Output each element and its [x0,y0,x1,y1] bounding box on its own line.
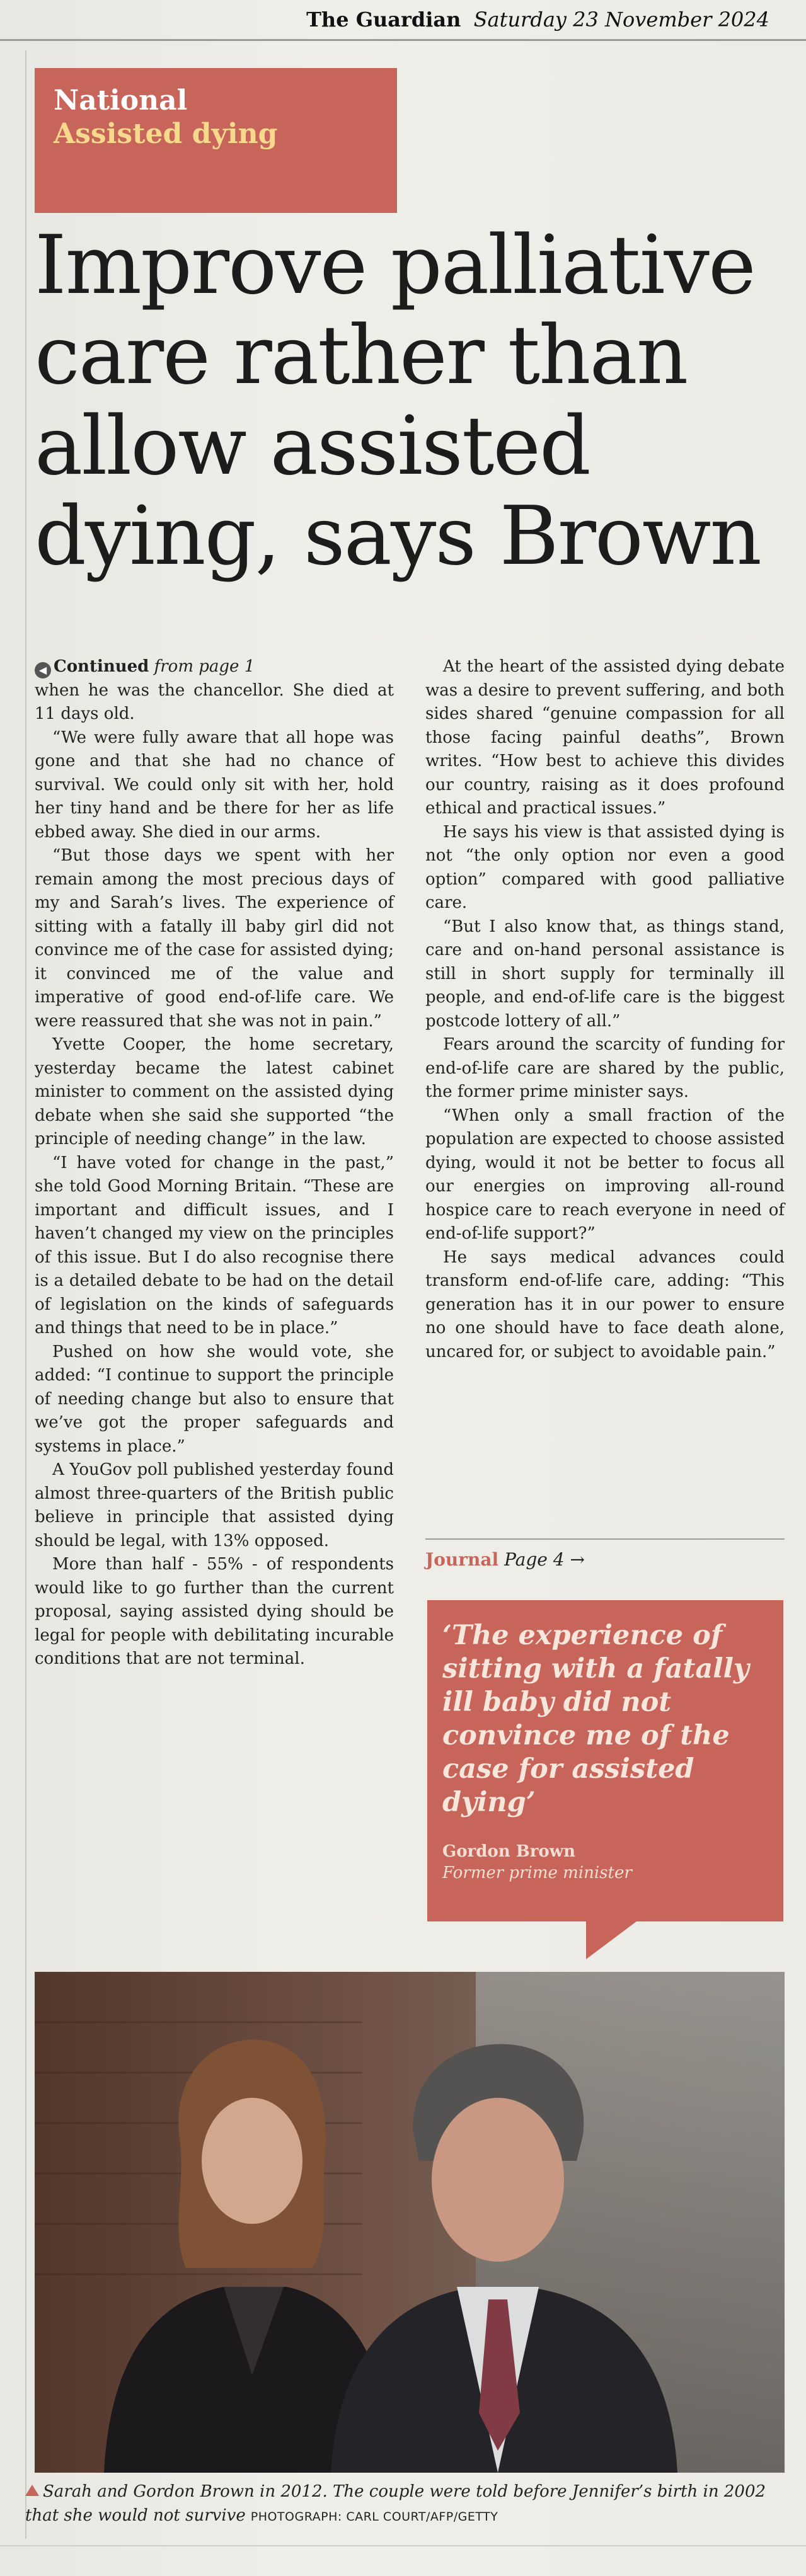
section-kicker [35,68,397,213]
body-paragraph: At the heart of the assisted dying debate was a desire to prevent suffering, and both sides shared “genuine compassion for all those facing painful deaths”, Brown writes. “How best to achieve this divides our country, raising as it does profound ethical and practical issues.” [425,657,785,818]
caption-triangle-icon [25,2485,39,2496]
photo-caption [25,2480,788,2529]
journal-divider [425,1538,785,1540]
section-label: National [54,84,188,117]
pull-quote [427,1600,783,1921]
pull-quote-role: Former prime minister [442,1863,632,1882]
journal-reference [425,1548,585,1571]
column-gutter-rule [25,50,26,2539]
body-paragraph: He says his view is that assisted dying is not “the only option nor even a good option” compared with good palliative care. [425,822,785,912]
body-paragraph: Pushed on how she would vote, she added: “I continue to support the principle of needing change but also to ensure that we’ve got the proper safeguards and systems in place.” [35,1342,394,1456]
body-paragraph: More than half - 55% - of respondents would like to go further than the current proposal, saying assisted dying should be legal for people with debilitating incurable conditions that are not terminal. [35,1555,394,1668]
continued-from: from page 1 [154,657,255,676]
pull-quote-name: Gordon Brown [442,1842,576,1861]
caption-text: Sarah and Gordon Brown in 2012. The couple were told before Jennifer’s birth in 2002 that she would not survive [25,2482,766,2525]
body-paragraph: He says medical advances could transform end-of-life care, adding: “This generation has it in our power to ensure no one should have to face death alone, uncared for, or subject to avoidable pain.” [425,1247,785,1361]
masthead-divider [0,39,806,41]
body-column-left [35,655,394,1671]
journal-label: Journal [425,1549,499,1570]
pull-quote-tail [586,1921,636,1959]
masthead-date: Saturday 23 November 2024 [473,8,769,31]
topic-label: Assisted dying [54,117,278,150]
continued-marker [35,655,394,679]
photo-credit: PHOTOGRAPH: CARL COURT/AFP/GETTY [250,2510,498,2524]
body-column-right [425,655,785,1364]
article-photo [35,1972,785,2473]
pull-quote-text: ‘The experience of sitting with a fatally ill baby did not convince me of the case for assisted dying’ [442,1620,749,1818]
masthead-paper-name: The Guardian [306,8,461,31]
body-paragraph: “When only a small fraction of the population are expected to choose assisted dying, would it not be better to focus all our energies on improving all-round hospice care to reach everyone in need of end-of-life support?” [425,1106,785,1243]
back-arrow-icon: ◀ [35,662,51,678]
body-paragraph: “I have voted for change in the past,” she told Good Morning Britain. “These are important and difficult issues, and I haven’t changed my view on the principles of this issue. But I do also recognise there is a detailed debate to be had on the detail of legislation on the kinds of safeguards and things that need to be in place.” [35,1153,394,1337]
continued-label: Continued [54,657,149,676]
masthead [306,8,769,35]
headline: Improve palliative care rather than allow assisted dying, says Brown [35,219,761,584]
body-paragraph: Fears around the scarcity of funding for end-of-life care are shared by the public, the former prime minister says. [425,1035,785,1101]
body-paragraph: “But those days we spent with her remain among the most precious days of my and Sarah’s lives. The experience of sitting with a fatally ill baby girl did not convince me of the case for assisted dying; it convinced me of the value and imperative of good end-of-life care. We were reassured that she was not in pain.” [35,846,394,1031]
journal-page: Page 4 → [504,1549,585,1570]
body-paragraph: when he was the chancellor. She died at 11 days old. [35,680,394,723]
body-paragraph: Yvette Cooper, the home secretary, yesterday became the latest cabinet minister to comment on the assisted dying debate when she said she supported “the principle of needing change” in the law. [35,1035,394,1148]
photo-illustration [35,1972,785,2473]
page-bottom-rule [0,2545,806,2546]
body-paragraph: “But I also know that, as things stand, care and on-hand personal assistance is still in short supply for terminally ill people, and end-of-life care is the biggest postcode lottery of all.” [425,917,785,1031]
body-paragraph: “We were fully aware that all hope was gone and that she had no chance of survival. We could only sit with her, hold her tiny hand and be there for her as life ebbed away. She died in our arms. [35,728,394,842]
body-paragraph: A YouGov poll published yesterday found almost three-quarters of the British public believe in principle that assisted dying should be legal, with 13% opposed. [35,1460,394,1550]
